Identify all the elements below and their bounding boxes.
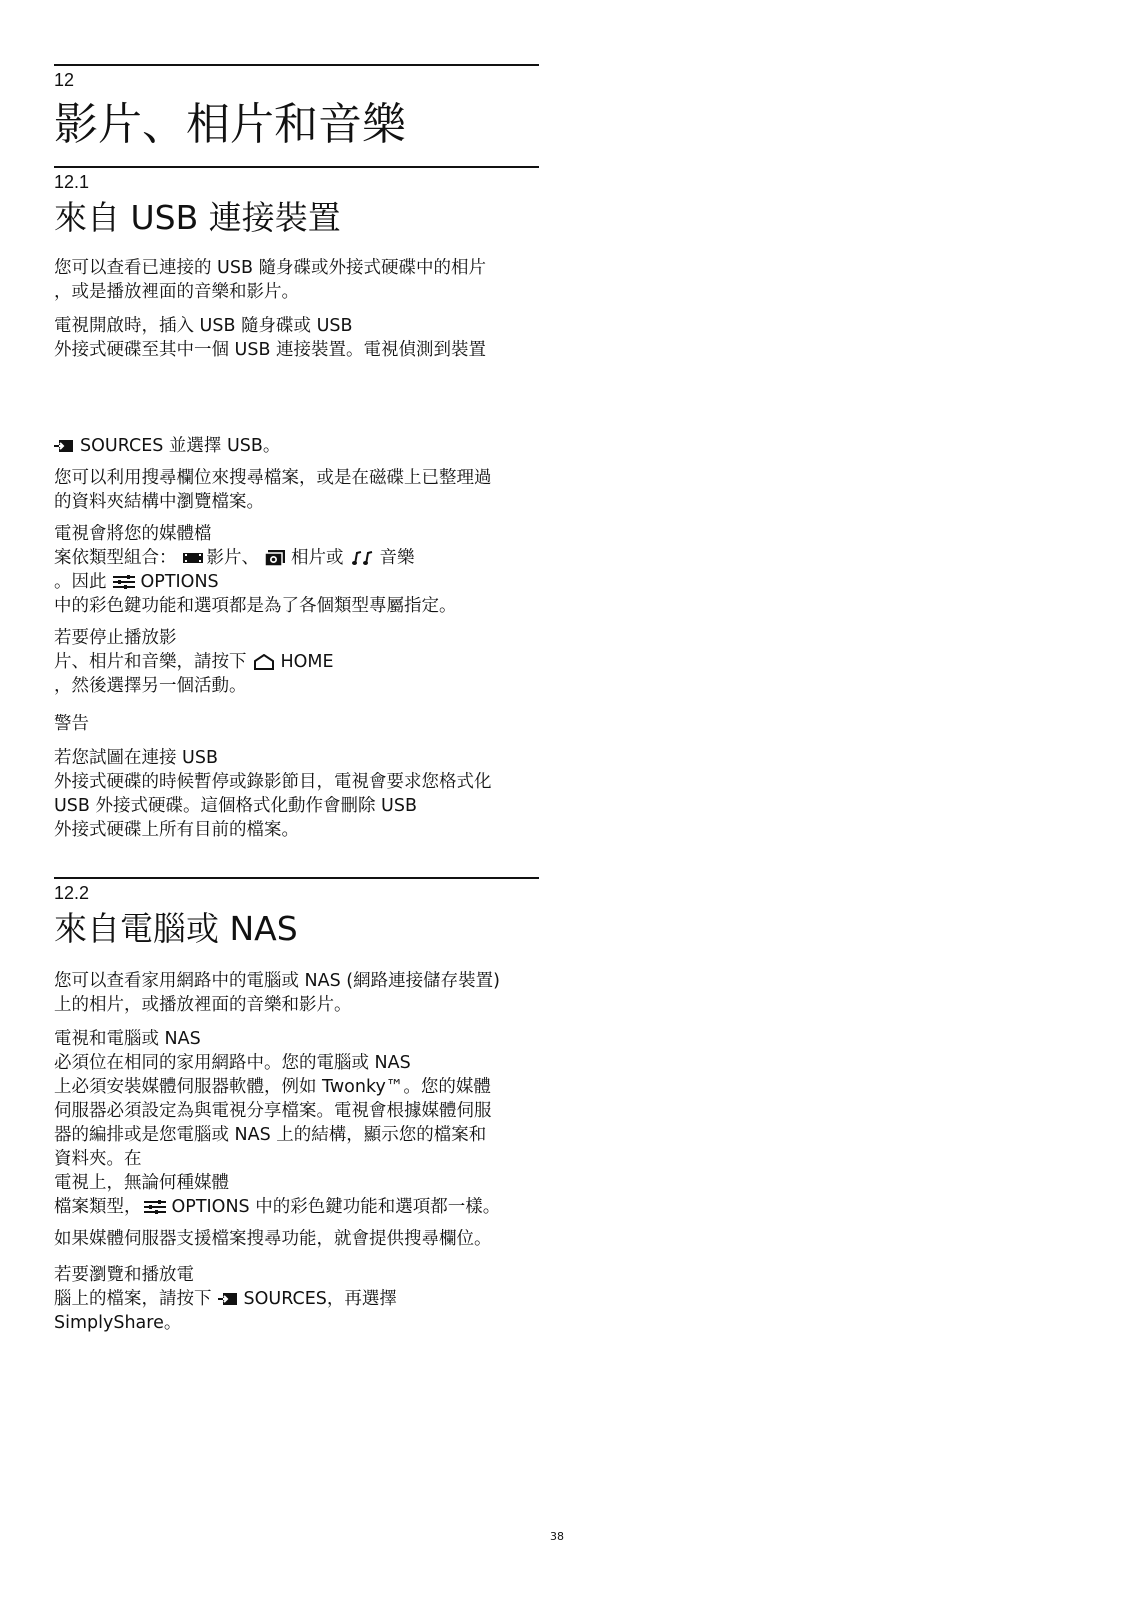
home-icon xyxy=(253,654,275,670)
sources-icon xyxy=(218,1292,238,1306)
section-2-title: 來自電腦或 NAS xyxy=(54,909,298,948)
s1-p5-line-2 xyxy=(54,650,334,674)
s1-p4-line-4: 中的彩色鍵功能和選項都是為了各個類型專屬指定。 xyxy=(54,596,457,616)
photo-icon xyxy=(265,550,285,566)
s1-warning-text: 若您試圖在連接 USB 外接式硬碟的時候暫停或錄影節目，電視會要求您格式化 USB 外接式硬碟。這個格式化動作會刪除 USB 外接式硬碟上所有目前的檔案。 xyxy=(54,748,492,840)
s2-p2-last-end: OPTIONS 中的彩色鍵功能和選項都一樣。 xyxy=(171,1197,501,1217)
section-1-rule xyxy=(54,166,539,168)
s2-paragraph-3: 如果媒體伺服器支援檔案搜尋功能，就會提供搜尋欄位。 xyxy=(54,1229,492,1249)
s1-paragraph-1: 您可以查看已連接的 USB 隨身碟或外接式硬碟中的相片 ，或是播放裡面的音樂和影片。 xyxy=(54,258,487,302)
s1-paragraph-2: 電視開啟時，插入 USB 隨身碟或 USB 外接式硬碟至其中一個 USB 連接裝置。電視偵測到裝置 xyxy=(54,316,487,360)
s2-p2-last-line xyxy=(54,1195,500,1219)
s2-p4-line-1: 若要瀏覽和播放電 xyxy=(54,1265,194,1285)
video-icon xyxy=(183,552,203,564)
chapter-top-rule xyxy=(54,64,539,66)
s1-p4-line-1: 電視會將您的媒體檔 xyxy=(54,524,212,544)
video-label: 影片、 xyxy=(206,548,259,568)
s1-warning-title: 警告 xyxy=(54,714,89,734)
s1-p5-line-1: 若要停止播放影 xyxy=(54,628,177,648)
chapter-title: 影片、相片和音樂 xyxy=(54,99,406,150)
s1-p4-text: 案依類型組合： xyxy=(54,548,177,568)
s2-p4-text: 腦上的檔案，請按下 xyxy=(54,1289,212,1309)
s1-sources-line xyxy=(54,434,280,458)
section-1-number: 12.1 xyxy=(54,172,90,192)
section-1-title: 來自 USB 連接裝置 xyxy=(54,198,341,237)
section-2-rule xyxy=(54,877,539,879)
sources-icon xyxy=(54,439,74,453)
s2-paragraph-2: 電視和電腦或 NAS 必須位在相同的家用網路中。您的電腦或 NAS 上必須安裝媒體伺服器軟體，例如 Twonky™。您的媒體 伺服器必須設定為與電視分享檔案。電視會根據媒體伺服 器的編排或是您電腦或 NAS 上的結構，顯示您的檔案和 資料夾。在 電視上，無論何種媒體 xyxy=(54,1029,492,1193)
s1-paragraph-3: 您可以利用搜尋欄位來搜尋檔案，或是在磁碟上已整理過 的資料夾結構中瀏覽檔案。 xyxy=(54,468,492,512)
s1-p4-line-3 xyxy=(54,570,219,594)
options-icon xyxy=(144,1200,166,1214)
s1-p5-text: 片、相片和音樂，請按下 xyxy=(54,652,247,672)
options-icon xyxy=(113,575,135,589)
s2-p4-line-2 xyxy=(54,1287,397,1311)
photo-label: 相片或 xyxy=(291,548,344,568)
s1-p4-therefore: 。因此 xyxy=(54,572,107,592)
s2-paragraph-1: 您可以查看家用網路中的電腦或 NAS (網路連接儲存裝置) 上的相片，或播放裡面的音樂和影片。 xyxy=(54,971,500,1015)
s1-sources-text: SOURCES 並選擇 USB。 xyxy=(80,436,281,456)
s2-p4-line-3: SimplyShare。 xyxy=(54,1313,182,1333)
page-number: 38 xyxy=(550,1530,564,1543)
music-icon xyxy=(352,551,374,565)
chapter-number: 12 xyxy=(54,70,75,90)
music-label: 音樂 xyxy=(379,548,415,568)
s1-p4-line-2 xyxy=(54,546,415,570)
s1-p5-line-3: ，然後選擇另一個活動。 xyxy=(54,676,247,696)
s1-options-label: OPTIONS xyxy=(140,572,219,592)
s2-p2-last-start: 檔案類型， xyxy=(54,1197,142,1217)
s1-home-label: HOME xyxy=(280,652,334,672)
s2-sources-label: SOURCES，再選擇 xyxy=(243,1289,397,1309)
section-2-number: 12.2 xyxy=(54,883,90,903)
